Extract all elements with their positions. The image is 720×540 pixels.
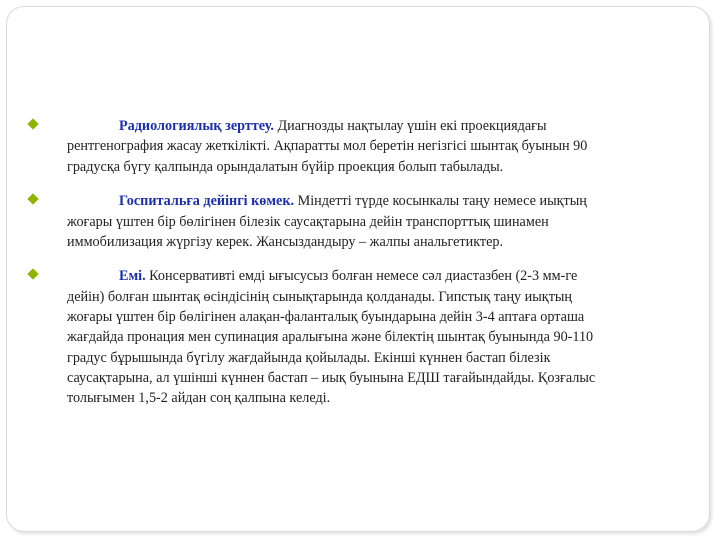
- bullet-icon: [27, 269, 38, 280]
- item-text: [67, 191, 612, 252]
- item-text: [67, 266, 612, 408]
- item-heading: Госпитальға дейінгі көмек.: [119, 193, 295, 210]
- slide-content: [27, 102, 612, 423]
- bullet-icon: [27, 194, 38, 205]
- item-heading: Емі.: [119, 268, 146, 285]
- list-item: [27, 191, 612, 252]
- item-heading: Радиологиялық зерттеу.: [119, 118, 274, 135]
- item-text: [67, 116, 612, 177]
- list-item: [27, 116, 612, 177]
- item-body: Диагнозды нақтылау үшін екі проекциядағы рентгенография жасау жеткілікті. Ақпаратты мол беретін негізгісі шынтақ буынын 90 градусқа бүгу қалпында орындалатын бүйір проекция болып табылады.: [67, 118, 588, 175]
- item-body: Консервативті емді ығысусыз болған немесе сәл диастазбен (2-3 мм-ге дейін) болған шынтақ өсіндісінің сынықтарында қолданады. Гипстық таңу иықтың жоғары үштен бір бөлігінен алақан-фаланталық буындарына дейін 3-4 аптаға орташа жағдайда пронация мен супинация аралығына және білектің шынтақ буынында 90-110 градус бұрышында бүгілу жағдайында қойылады. Екінші күннен бастап білезік саусақтарына, ал үшінші күннен бастап – иық буынына ЕДШ тағайындайды. Қозғалыс толығымен 1,5-2 айдан соң қалпына келеді.: [67, 268, 596, 407]
- bullet-icon: [27, 119, 38, 130]
- list-item: [27, 266, 612, 408]
- slide-frame: [6, 6, 710, 532]
- item-body: Міндетті түрде косынкалы таңу немесе иықтың жоғары үштен бір бөлігінен білезік саусақтарына дейін транспорттық шинамен иммобилизация жүргізу керек. Жансыздандыру – жалпы анальгетиктер.: [67, 193, 587, 250]
